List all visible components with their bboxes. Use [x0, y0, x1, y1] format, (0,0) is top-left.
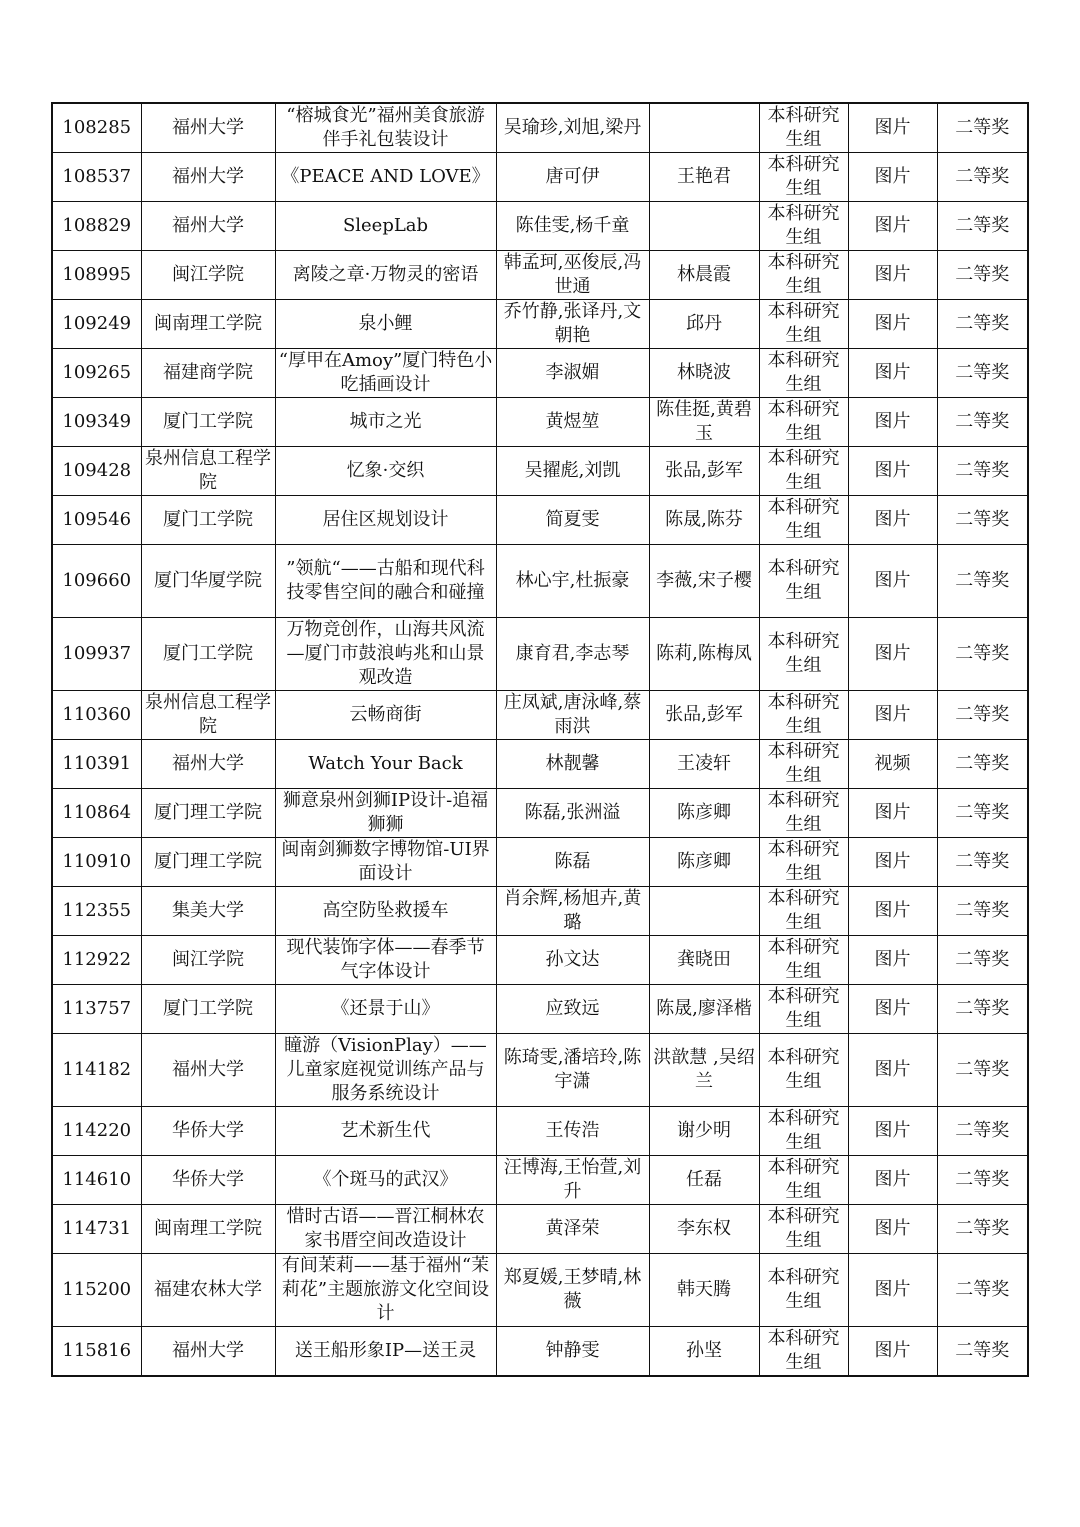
- authors: 吴瑜珍,刘旭,梁丹: [496, 103, 649, 153]
- school: 福州大学: [141, 103, 275, 153]
- school: 福建农林大学: [141, 1254, 275, 1327]
- work-type: 图片: [848, 1254, 937, 1327]
- entry-id: 112355: [52, 887, 141, 936]
- school: 厦门理工学院: [141, 838, 275, 887]
- work-type: 图片: [848, 838, 937, 887]
- group: 本科研究生组: [759, 398, 848, 447]
- school: 福州大学: [141, 1327, 275, 1377]
- award: 二等奖: [937, 1156, 1028, 1205]
- group: 本科研究生组: [759, 740, 848, 789]
- school: 福建商学院: [141, 349, 275, 398]
- award: 二等奖: [937, 618, 1028, 691]
- advisor: 林晨霞: [649, 251, 759, 300]
- authors: 黄煜堃: [496, 398, 649, 447]
- work-type: 图片: [848, 103, 937, 153]
- work-title: 《还景于山》: [275, 985, 496, 1034]
- advisor: 林晓波: [649, 349, 759, 398]
- authors: 郑夏媛,王梦晴,林薇: [496, 1254, 649, 1327]
- group: 本科研究生组: [759, 447, 848, 496]
- school: 厦门工学院: [141, 618, 275, 691]
- group: 本科研究生组: [759, 618, 848, 691]
- award: 二等奖: [937, 251, 1028, 300]
- work-title: 现代装饰字体——春季节气字体设计: [275, 936, 496, 985]
- work-title: 惜时古语——晋江桐林农家书厝空间改造设计: [275, 1205, 496, 1254]
- school: 泉州信息工程学院: [141, 691, 275, 740]
- work-title: 万物竞创作，山海共风流—厦门市鼓浪屿兆和山景观改造: [275, 618, 496, 691]
- award-table: [51, 102, 1029, 1377]
- group: 本科研究生组: [759, 300, 848, 349]
- work-title: 闽南剑狮数字博物馆-UI界面设计: [275, 838, 496, 887]
- advisor: 张品,彭军: [649, 691, 759, 740]
- work-title: 瞳游（VisionPlay）——儿童家庭视觉训练产品与服务系统设计: [275, 1034, 496, 1107]
- group: 本科研究生组: [759, 202, 848, 251]
- work-title: 云畅商街: [275, 691, 496, 740]
- authors: 汪博海,王怡萱,刘升: [496, 1156, 649, 1205]
- advisor: 洪歆慧 ,吴绍兰: [649, 1034, 759, 1107]
- group: 本科研究生组: [759, 251, 848, 300]
- award: 二等奖: [937, 496, 1028, 545]
- award: 二等奖: [937, 545, 1028, 618]
- award: 二等奖: [937, 789, 1028, 838]
- authors: 黄泽荣: [496, 1205, 649, 1254]
- table-row: [52, 1156, 1028, 1205]
- group: 本科研究生组: [759, 1205, 848, 1254]
- work-title: 《PEACE AND LOVE》: [275, 153, 496, 202]
- authors: 乔竹静,张译丹,文朝艳: [496, 300, 649, 349]
- advisor: 陈彦卿: [649, 838, 759, 887]
- advisor: 龚晓田: [649, 936, 759, 985]
- table-row: [52, 153, 1028, 202]
- work-title: SleepLab: [275, 202, 496, 251]
- award: 二等奖: [937, 1034, 1028, 1107]
- entry-id: 108995: [52, 251, 141, 300]
- school: 厦门工学院: [141, 985, 275, 1034]
- authors: 陈佳雯,杨千童: [496, 202, 649, 251]
- authors: 应致远: [496, 985, 649, 1034]
- work-type: 图片: [848, 936, 937, 985]
- entry-id: 110910: [52, 838, 141, 887]
- table-row: [52, 838, 1028, 887]
- work-title: ”领航“——古船和现代科技零售空间的融合和碰撞: [275, 545, 496, 618]
- authors: 钟静雯: [496, 1327, 649, 1377]
- school: 集美大学: [141, 887, 275, 936]
- school: 泉州信息工程学院: [141, 447, 275, 496]
- school: 闽江学院: [141, 251, 275, 300]
- authors: 孙文达: [496, 936, 649, 985]
- entry-id: 108285: [52, 103, 141, 153]
- work-title: “榕城食光”福州美食旅游伴手礼包装设计: [275, 103, 496, 153]
- work-type: 图片: [848, 153, 937, 202]
- authors: 吴擢彪,刘凯: [496, 447, 649, 496]
- table-row: [52, 202, 1028, 251]
- work-type: 图片: [848, 985, 937, 1034]
- group: 本科研究生组: [759, 936, 848, 985]
- advisor: 任磊: [649, 1156, 759, 1205]
- group: 本科研究生组: [759, 1156, 848, 1205]
- entry-id: 109428: [52, 447, 141, 496]
- award: 二等奖: [937, 398, 1028, 447]
- school: 闽南理工学院: [141, 1205, 275, 1254]
- authors: 唐可伊: [496, 153, 649, 202]
- authors: 陈琦雯,潘培玲,陈宇潇: [496, 1034, 649, 1107]
- school: 福州大学: [141, 202, 275, 251]
- entry-id: 108829: [52, 202, 141, 251]
- work-type: 图片: [848, 202, 937, 251]
- advisor: 韩天腾: [649, 1254, 759, 1327]
- entry-id: 114610: [52, 1156, 141, 1205]
- authors: 王传浩: [496, 1107, 649, 1156]
- entry-id: 110864: [52, 789, 141, 838]
- work-type: 图片: [848, 398, 937, 447]
- entry-id: 108537: [52, 153, 141, 202]
- table-row: [52, 349, 1028, 398]
- work-type: 图片: [848, 1205, 937, 1254]
- group: 本科研究生组: [759, 496, 848, 545]
- group: 本科研究生组: [759, 838, 848, 887]
- school: 华侨大学: [141, 1107, 275, 1156]
- entry-id: 115200: [52, 1254, 141, 1327]
- work-title: “厚甲在Amoy”厦门特色小吃插画设计: [275, 349, 496, 398]
- entry-id: 109265: [52, 349, 141, 398]
- work-type: 图片: [848, 349, 937, 398]
- advisor: 孙坚: [649, 1327, 759, 1377]
- authors: 庄凤斌,唐泳峰,蔡雨洪: [496, 691, 649, 740]
- entry-id: 113757: [52, 985, 141, 1034]
- school: 闽江学院: [141, 936, 275, 985]
- school: 福州大学: [141, 740, 275, 789]
- work-title: 泉小鲤: [275, 300, 496, 349]
- group: 本科研究生组: [759, 1034, 848, 1107]
- work-title: 高空防坠救援车: [275, 887, 496, 936]
- work-type: 图片: [848, 496, 937, 545]
- work-type: 图片: [848, 887, 937, 936]
- table-row: [52, 496, 1028, 545]
- award: 二等奖: [937, 691, 1028, 740]
- work-type: 图片: [848, 618, 937, 691]
- authors: 韩孟珂,巫俊辰,冯世通: [496, 251, 649, 300]
- group: 本科研究生组: [759, 153, 848, 202]
- advisor: 陈佳挺,黄碧玉: [649, 398, 759, 447]
- advisor: 李薇,宋子樱: [649, 545, 759, 618]
- school: 厦门华厦学院: [141, 545, 275, 618]
- table-row: [52, 1327, 1028, 1377]
- work-type: 图片: [848, 691, 937, 740]
- authors: 林靓馨: [496, 740, 649, 789]
- work-type: 图片: [848, 447, 937, 496]
- group: 本科研究生组: [759, 985, 848, 1034]
- school: 厦门理工学院: [141, 789, 275, 838]
- work-title: 忆象·交织: [275, 447, 496, 496]
- work-type: 图片: [848, 1327, 937, 1377]
- award: 二等奖: [937, 153, 1028, 202]
- work-title: 艺术新生代: [275, 1107, 496, 1156]
- entry-id: 109349: [52, 398, 141, 447]
- authors: 陈磊,张洲溢: [496, 789, 649, 838]
- advisor: [649, 887, 759, 936]
- table-row: [52, 1107, 1028, 1156]
- advisor: 李东权: [649, 1205, 759, 1254]
- table-row: [52, 103, 1028, 153]
- table-row: [52, 691, 1028, 740]
- entry-id: 112922: [52, 936, 141, 985]
- table-row: [52, 740, 1028, 789]
- advisor: 陈彦卿: [649, 789, 759, 838]
- table-row: [52, 985, 1028, 1034]
- group: 本科研究生组: [759, 789, 848, 838]
- group: 本科研究生组: [759, 1327, 848, 1377]
- group: 本科研究生组: [759, 887, 848, 936]
- entry-id: 114220: [52, 1107, 141, 1156]
- entry-id: 110391: [52, 740, 141, 789]
- advisor: 邱丹: [649, 300, 759, 349]
- entry-id: 109546: [52, 496, 141, 545]
- table-row: [52, 789, 1028, 838]
- table-row: [52, 545, 1028, 618]
- table-row: [52, 887, 1028, 936]
- school: 厦门工学院: [141, 398, 275, 447]
- entry-id: 114182: [52, 1034, 141, 1107]
- authors: 李淑媚: [496, 349, 649, 398]
- advisor: [649, 103, 759, 153]
- award: 二等奖: [937, 103, 1028, 153]
- work-title: 离陵之章·万物灵的密语: [275, 251, 496, 300]
- advisor: [649, 202, 759, 251]
- table-row: [52, 1034, 1028, 1107]
- group: 本科研究生组: [759, 691, 848, 740]
- table-row: [52, 300, 1028, 349]
- award: 二等奖: [937, 1327, 1028, 1377]
- group: 本科研究生组: [759, 1254, 848, 1327]
- work-type: 图片: [848, 300, 937, 349]
- authors: 肖余辉,杨旭卉,黄璐: [496, 887, 649, 936]
- group: 本科研究生组: [759, 103, 848, 153]
- award: 二等奖: [937, 447, 1028, 496]
- work-title: Watch Your Back: [275, 740, 496, 789]
- award: 二等奖: [937, 887, 1028, 936]
- school: 福州大学: [141, 153, 275, 202]
- table-row: [52, 447, 1028, 496]
- advisor: 王凌轩: [649, 740, 759, 789]
- table-row: [52, 618, 1028, 691]
- work-type: 图片: [848, 1156, 937, 1205]
- award: 二等奖: [937, 300, 1028, 349]
- award: 二等奖: [937, 936, 1028, 985]
- table-row: [52, 936, 1028, 985]
- work-title: 送王船形象IP—送王灵: [275, 1327, 496, 1377]
- school: 闽南理工学院: [141, 300, 275, 349]
- group: 本科研究生组: [759, 545, 848, 618]
- award: 二等奖: [937, 740, 1028, 789]
- school: 厦门工学院: [141, 496, 275, 545]
- award: 二等奖: [937, 202, 1028, 251]
- work-title: 狮意泉州剑狮IP设计-追福狮狮: [275, 789, 496, 838]
- advisor: 陈晟,陈芬: [649, 496, 759, 545]
- award: 二等奖: [937, 1205, 1028, 1254]
- advisor: 陈莉,陈梅凤: [649, 618, 759, 691]
- work-type: 图片: [848, 545, 937, 618]
- work-title: 城市之光: [275, 398, 496, 447]
- authors: 康育君,李志琴: [496, 618, 649, 691]
- entry-id: 109249: [52, 300, 141, 349]
- work-type: 图片: [848, 251, 937, 300]
- authors: 林心宇,杜振豪: [496, 545, 649, 618]
- table-row: [52, 1205, 1028, 1254]
- advisor: 张品,彭军: [649, 447, 759, 496]
- work-title: 有间茉莉——基于福州“茉莉花”主题旅游文化空间设计: [275, 1254, 496, 1327]
- work-title: 居住区规划设计: [275, 496, 496, 545]
- work-type: 图片: [848, 1107, 937, 1156]
- group: 本科研究生组: [759, 349, 848, 398]
- work-type: 图片: [848, 1034, 937, 1107]
- group: 本科研究生组: [759, 1107, 848, 1156]
- award: 二等奖: [937, 985, 1028, 1034]
- work-title: 《个斑马的武汉》: [275, 1156, 496, 1205]
- table-row: [52, 398, 1028, 447]
- entry-id: 115816: [52, 1327, 141, 1377]
- award: 二等奖: [937, 838, 1028, 887]
- award: 二等奖: [937, 1254, 1028, 1327]
- table-row: [52, 1254, 1028, 1327]
- school: 华侨大学: [141, 1156, 275, 1205]
- award: 二等奖: [937, 349, 1028, 398]
- work-type: 视频: [848, 740, 937, 789]
- advisor: 王艳君: [649, 153, 759, 202]
- award: 二等奖: [937, 1107, 1028, 1156]
- advisor: 陈晟,廖泽楷: [649, 985, 759, 1034]
- advisor: 谢少明: [649, 1107, 759, 1156]
- entry-id: 109660: [52, 545, 141, 618]
- work-type: 图片: [848, 789, 937, 838]
- authors: 简夏雯: [496, 496, 649, 545]
- table-row: [52, 251, 1028, 300]
- authors: 陈磊: [496, 838, 649, 887]
- entry-id: 114731: [52, 1205, 141, 1254]
- entry-id: 110360: [52, 691, 141, 740]
- school: 福州大学: [141, 1034, 275, 1107]
- entry-id: 109937: [52, 618, 141, 691]
